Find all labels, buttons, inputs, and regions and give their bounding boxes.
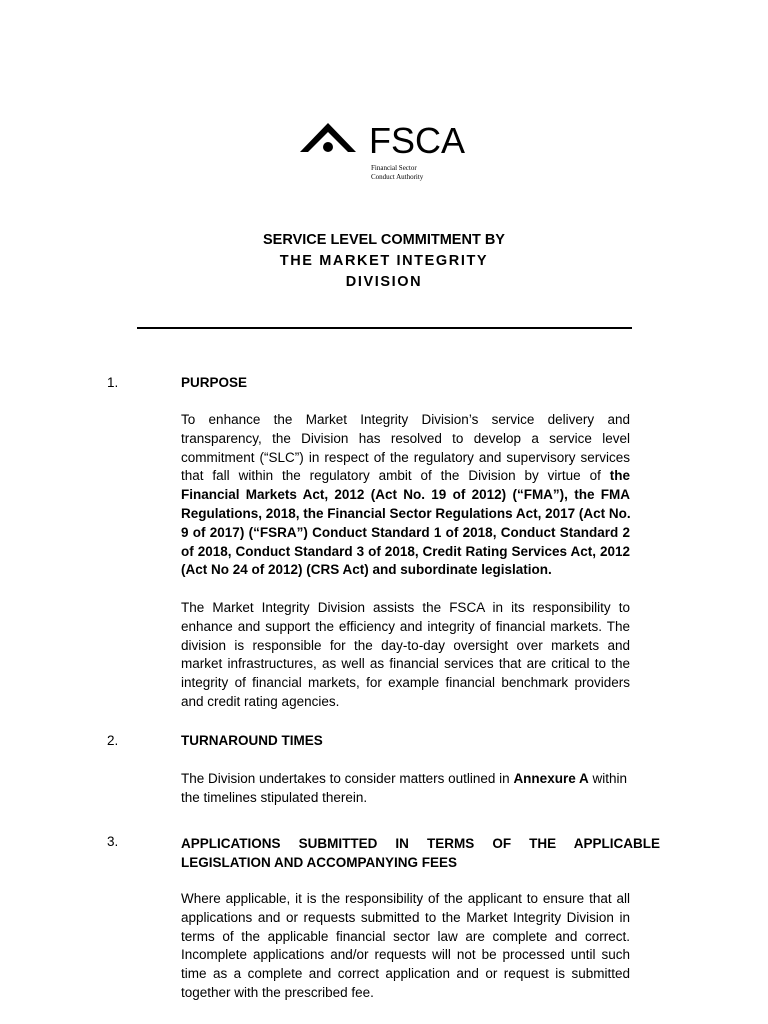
fsca-chevron-icon xyxy=(298,118,360,158)
paragraph-text: that fall within the regulatory ambit of the Division by virtue of xyxy=(181,468,601,484)
paragraph-text: within xyxy=(592,771,627,786)
paragraph-line: Regulations, 2018, the Financial Sector Regulations Act, 2017 (Act No. xyxy=(181,505,631,521)
section-2-number: 2. xyxy=(107,733,119,748)
section-1-number: 1. xyxy=(107,375,119,390)
paragraph-line: (Act No 24 of 2012) (CRS Act) and subordinate legislation. xyxy=(181,562,552,578)
paragraph-line: time as a complete and correct application and or request is submitted xyxy=(181,966,630,982)
section-2-paragraph xyxy=(181,770,641,808)
paragraph-line: Incomplete applications and/or requests will not be processed until such xyxy=(181,947,630,963)
logo-subtitle xyxy=(371,164,423,182)
paragraph-line: applications and or requests submitted to the Market Integrity Division in xyxy=(181,909,630,925)
paragraph-line: Where applicable, it is the responsibility of the applicant to ensure that all xyxy=(181,891,630,906)
logo-subtitle-line1: Financial Sector xyxy=(371,164,417,172)
paragraph-line: terms of the applicable financial sector law are complete and correct. xyxy=(181,928,630,944)
paragraph-line: Financial Markets Act, 2012 (Act No. 19 of 2012) (“FMA”), the FMA xyxy=(181,487,630,503)
logo-subtitle-line2: Conduct Authority xyxy=(371,173,424,181)
document-title xyxy=(0,230,768,293)
section-1-paragraph-2 xyxy=(181,599,630,712)
paragraph-bold-text: the xyxy=(609,468,630,484)
title-line-1: SERVICE LEVEL COMMITMENT BY xyxy=(263,232,505,248)
paragraph-line: commitment (“SLC”) in respect of the regulatory and supervisory services xyxy=(181,449,630,465)
paragraph-line xyxy=(181,467,630,486)
section-1-paragraph-1 xyxy=(181,411,630,580)
paragraph-line xyxy=(181,770,641,789)
section-3-heading xyxy=(181,834,660,872)
section-3-number: 3. xyxy=(107,834,119,849)
paragraph-line: To enhance the Market Integrity Division’s service delivery and xyxy=(181,412,630,427)
paragraph-line: the timelines stipulated therein. xyxy=(181,789,368,805)
paragraph-line: integrity of financial markets, for example financial benchmark providers xyxy=(181,675,630,691)
section-2-heading: TURNAROUND TIMES xyxy=(181,733,323,748)
paragraph-line: together with the prescribed fee. xyxy=(181,984,374,1000)
paragraph-line: transparency, the Division has resolved to develop a service level xyxy=(181,430,630,446)
paragraph-line: of 2018, Conduct Standard 3 of 2018, Credit Rating Services Act, 2012 xyxy=(181,543,630,559)
section-3-paragraph xyxy=(181,890,630,1003)
title-line-2: THE MARKET INTEGRITY xyxy=(279,253,489,269)
paragraph-line: enhance and support the efficiency and integrity of financial markets. The xyxy=(181,618,630,634)
paragraph-line: and credit rating agencies. xyxy=(181,693,340,709)
heading-line: APPLICATIONS SUBMITTED IN TERMS OF THE APPLICABLE xyxy=(181,836,660,851)
paragraph-line: The Market Integrity Division assists the FSCA in its responsibility to xyxy=(181,600,630,615)
paragraph-text: The Division undertakes to consider matters outlined in xyxy=(181,771,510,786)
logo-wordmark: FSCA xyxy=(369,120,466,161)
title-divider xyxy=(137,327,632,329)
paragraph-line: market infrastructures, as well as financial services that are critical to the xyxy=(181,656,630,672)
fsca-logo xyxy=(298,118,478,188)
paragraph-line: division is responsible for the day-to-day oversight over markets and xyxy=(181,637,630,653)
paragraph-line: 9 of 2017) (“FSRA”) Conduct Standard 1 of 2018, Conduct Standard 2 xyxy=(181,524,630,540)
title-line-3: DIVISION xyxy=(345,274,423,290)
annexure-reference: Annexure A xyxy=(513,771,589,786)
heading-line: LEGISLATION AND ACCOMPANYING FEES xyxy=(181,855,458,870)
section-1-heading: PURPOSE xyxy=(181,375,248,390)
